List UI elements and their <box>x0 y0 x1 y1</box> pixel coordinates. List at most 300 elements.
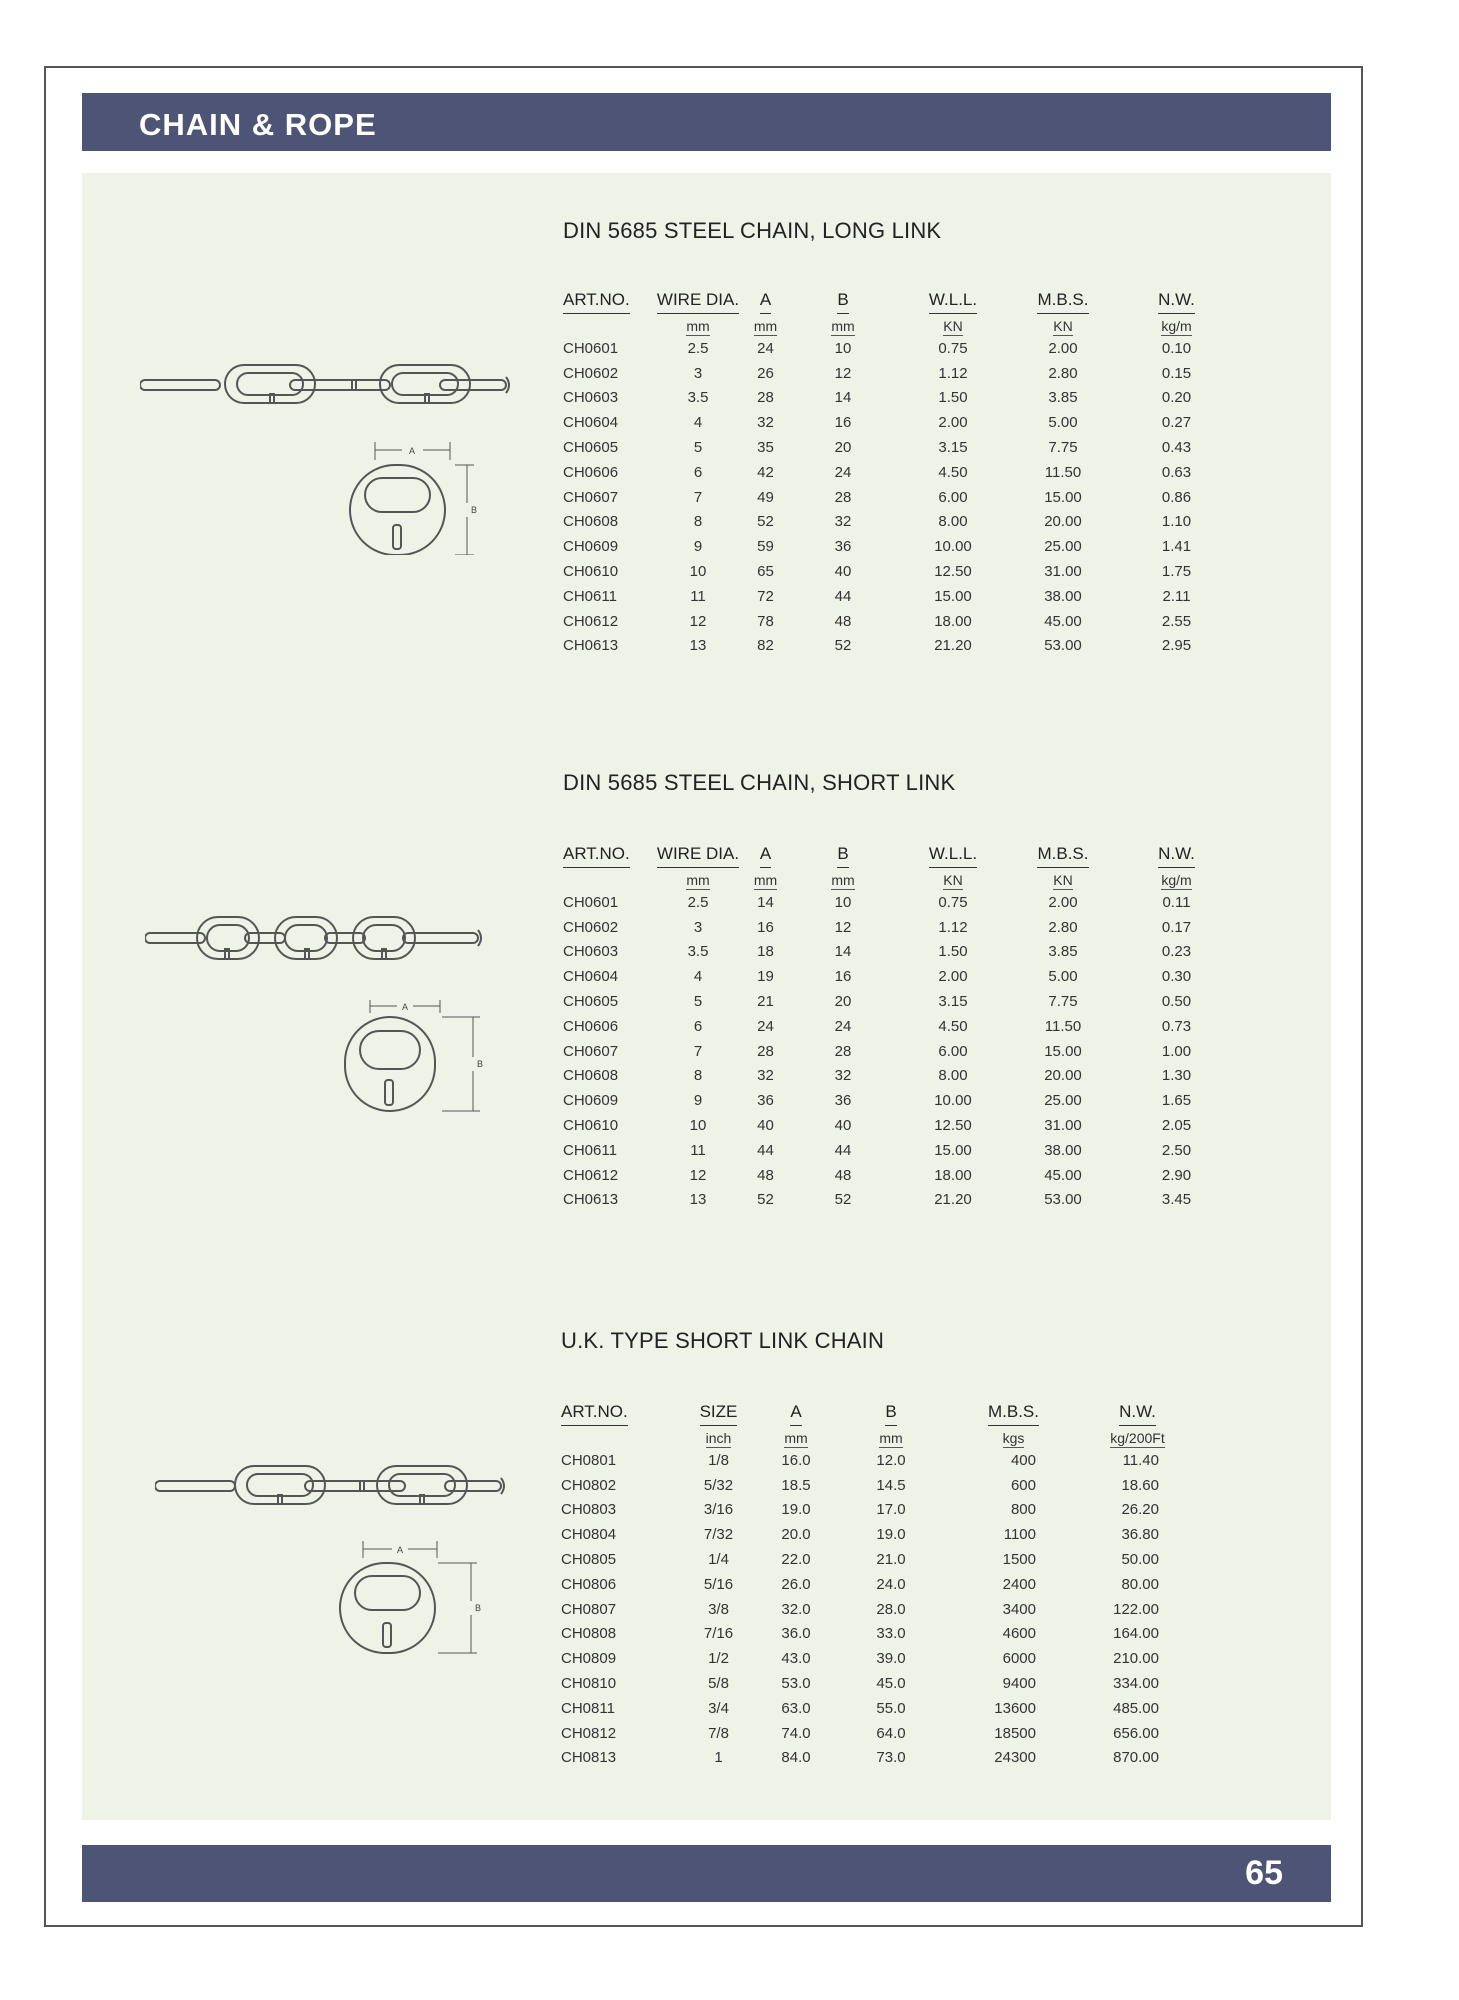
table-cell: 0.75 <box>938 339 968 357</box>
table-cell: 10.00 <box>934 538 972 556</box>
column-header: W.L.L. <box>929 844 977 868</box>
table-cell: 18.00 <box>934 1166 972 1184</box>
long-link-chain-drawing <box>140 355 520 555</box>
table-cell: CH0606 <box>563 1017 619 1035</box>
table-cell: CH0605 <box>563 439 619 457</box>
table-cell: 8 <box>693 513 703 531</box>
table-cell: 0.86 <box>1161 488 1192 506</box>
table-cell: 21.20 <box>934 1191 972 1209</box>
table-cell: 15.00 <box>1044 1042 1082 1060</box>
table-cell: 26.0 <box>781 1575 811 1593</box>
table-cell: 11.50 <box>1044 463 1082 481</box>
table-cell: 31.00 <box>1044 1117 1082 1135</box>
table-row <box>563 435 1235 460</box>
table-cell: 38.00 <box>1044 587 1082 605</box>
table-cell: 1.12 <box>938 364 968 382</box>
column-header: N.W. <box>1119 1402 1156 1426</box>
table-cell: 40 <box>834 1117 852 1135</box>
table-cell: 870.00 <box>1113 1749 1159 1767</box>
table-cell: 15.00 <box>934 587 972 605</box>
table-row <box>563 1138 1235 1163</box>
table-cell: 16.0 <box>781 1451 811 1469</box>
table-row <box>563 361 1235 386</box>
table-cell: 656.00 <box>1113 1724 1159 1742</box>
table-cell: 52 <box>834 637 852 655</box>
column-header: ART.NO. <box>561 1402 628 1426</box>
table-cell: 0.20 <box>1161 389 1192 407</box>
table-cell: 0.11 <box>1162 893 1191 911</box>
table-cell: 11 <box>690 587 706 605</box>
table-row <box>561 1597 1199 1622</box>
table-row <box>563 964 1235 989</box>
table-cell: 20 <box>834 993 852 1011</box>
table-row <box>563 890 1235 915</box>
table-row <box>561 1522 1199 1547</box>
table-cell: 0.30 <box>1161 968 1192 986</box>
table-row <box>563 510 1235 535</box>
table-cell: CH0613 <box>563 637 619 655</box>
table-cell: 26.20 <box>1121 1501 1159 1519</box>
table-cell: CH0613 <box>563 1191 619 1209</box>
column-header: B <box>837 844 848 868</box>
dimension-label-b: B <box>477 1059 484 1069</box>
column-header: N.W. <box>1158 844 1195 868</box>
table-row <box>563 1113 1235 1138</box>
table-cell: 14 <box>834 943 852 961</box>
unit-label: mm <box>686 318 710 334</box>
table-cell: CH0607 <box>563 488 619 506</box>
table-cell: 2.00 <box>1048 893 1078 911</box>
table-row <box>563 634 1235 659</box>
table-cell: 5.00 <box>1048 414 1078 432</box>
table-cell: 2.80 <box>1048 918 1078 936</box>
column-header: ART.NO. <box>563 844 630 868</box>
table-row <box>563 485 1235 510</box>
table-cell: 334.00 <box>1113 1675 1159 1693</box>
table-cell: 7 <box>693 1042 703 1060</box>
table-cell: 6000 <box>1002 1650 1036 1668</box>
table-cell: CH0609 <box>563 1092 619 1110</box>
table-cell: 1/8 <box>708 1451 729 1469</box>
table-cell: 14.5 <box>876 1476 906 1494</box>
table-cell: 18 <box>757 943 774 961</box>
unit-label: kgs <box>1002 1430 1025 1446</box>
table-cell: 3 <box>693 364 703 382</box>
table-row <box>563 336 1235 361</box>
table-cell: 20.00 <box>1044 513 1082 531</box>
table-cell: 15.00 <box>1044 488 1082 506</box>
unit-label: mm <box>784 1430 808 1446</box>
table-cell: 5/32 <box>703 1476 734 1494</box>
table-cell: 9400 <box>1002 1675 1036 1693</box>
column-header: WIRE DIA. <box>657 290 739 314</box>
table-cell: 6 <box>693 1017 703 1035</box>
table-cell: 485.00 <box>1113 1699 1159 1717</box>
table-cell: 2.05 <box>1161 1117 1192 1135</box>
table-cell: 4.50 <box>938 463 968 481</box>
dimension-label-a: A <box>408 446 416 456</box>
table-cell: 21 <box>757 993 774 1011</box>
table-cell: CH0611 <box>563 587 617 605</box>
spec-table <box>561 1396 1199 1770</box>
table-cell: CH0610 <box>563 1117 619 1135</box>
table-cell: 0.27 <box>1161 414 1192 432</box>
table-cell: 12 <box>689 612 707 630</box>
table-cell: 1.50 <box>938 389 968 407</box>
table-cell: 8.00 <box>938 513 968 531</box>
unit-label: mm <box>753 318 778 334</box>
spec-table <box>563 284 1235 658</box>
table-cell: 122.00 <box>1113 1600 1159 1618</box>
table-row <box>563 1014 1235 1039</box>
table-cell: 0.10 <box>1161 339 1192 357</box>
table-cell: 7 <box>693 488 703 506</box>
section-title: DIN 5685 STEEL CHAIN, SHORT LINK <box>563 770 956 795</box>
table-cell: CH0811 <box>561 1699 615 1717</box>
table-cell: 82 <box>757 637 774 655</box>
table-cell: CH0604 <box>563 414 619 432</box>
table-cell: 13600 <box>994 1699 1036 1717</box>
table-cell: 24.0 <box>876 1575 906 1593</box>
table-cell: 2400 <box>1002 1575 1036 1593</box>
table-cell: 2.55 <box>1161 612 1192 630</box>
table-cell: 0.23 <box>1161 943 1192 961</box>
table-cell: 12 <box>689 1166 707 1184</box>
section-title: DIN 5685 STEEL CHAIN, LONG LINK <box>563 218 942 243</box>
table-row <box>561 1572 1199 1597</box>
column-header: ART.NO. <box>563 290 630 314</box>
table-cell: 44 <box>757 1141 774 1159</box>
table-cell: CH0601 <box>563 339 619 357</box>
table-cell: 19.0 <box>876 1526 906 1544</box>
table-cell: CH0803 <box>561 1501 617 1519</box>
table-row <box>561 1696 1199 1721</box>
table-cell: 3.15 <box>938 439 968 457</box>
table-cell: 36.80 <box>1121 1526 1159 1544</box>
table-cell: 24 <box>834 463 852 481</box>
table-row <box>561 1721 1199 1746</box>
table-cell: 25.00 <box>1044 1092 1082 1110</box>
table-row <box>563 609 1235 634</box>
table-cell: 600 <box>1010 1476 1036 1494</box>
table-unit-row <box>561 1426 1199 1448</box>
table-cell: 1/4 <box>708 1551 729 1569</box>
table-cell: 164.00 <box>1113 1625 1159 1643</box>
table-cell: 18.60 <box>1121 1476 1159 1494</box>
table-cell: 3.5 <box>687 389 709 407</box>
table-cell: CH0813 <box>561 1749 617 1767</box>
table-cell: 19.0 <box>781 1501 811 1519</box>
table-cell: CH0603 <box>563 943 619 961</box>
table-cell: 16 <box>757 918 774 936</box>
table-cell: CH0810 <box>561 1675 617 1693</box>
table-cell: CH0608 <box>563 1067 619 1085</box>
uk-short-link-chain-drawing <box>155 1458 525 1658</box>
table-cell: 31.00 <box>1044 563 1082 581</box>
table-cell: 7/16 <box>703 1625 734 1643</box>
table-cell: 28 <box>757 389 774 407</box>
table-cell: 12.0 <box>876 1451 906 1469</box>
table-cell: 0.73 <box>1161 1017 1192 1035</box>
table-cell: 400 <box>1010 1451 1036 1469</box>
short-link-chain-drawing <box>145 905 525 1115</box>
table-cell: 5/16 <box>703 1575 734 1593</box>
table-cell: 38.00 <box>1044 1141 1082 1159</box>
table-cell: 5.00 <box>1048 968 1078 986</box>
table-cell: CH0607 <box>563 1042 619 1060</box>
table-cell: 1.65 <box>1161 1092 1192 1110</box>
table-cell: CH0602 <box>563 364 619 382</box>
unit-label: mm <box>753 872 778 888</box>
table-cell: 9 <box>693 1092 703 1110</box>
table-cell: 4 <box>693 968 703 986</box>
table-cell: 2.11 <box>1162 587 1191 605</box>
unit-label: mm <box>879 1430 903 1446</box>
table-cell: 53.00 <box>1044 1191 1082 1209</box>
table-cell: 18500 <box>994 1724 1036 1742</box>
table-cell: 73.0 <box>876 1749 906 1767</box>
table-cell: 16 <box>834 414 852 432</box>
table-cell: 1.50 <box>938 943 968 961</box>
table-cell: 1.10 <box>1161 513 1192 531</box>
table-cell: 11 <box>690 1141 706 1159</box>
table-cell: 36 <box>834 1092 852 1110</box>
table-cell: 12 <box>834 364 852 382</box>
table-row <box>563 386 1235 411</box>
table-cell: CH0809 <box>561 1650 617 1668</box>
dimension-label-a: A <box>396 1545 404 1555</box>
table-row <box>563 1188 1235 1213</box>
table-cell: 13 <box>689 1191 707 1209</box>
table-row <box>561 1473 1199 1498</box>
table-cell: 10.00 <box>934 1092 972 1110</box>
table-row <box>563 1088 1235 1113</box>
table-cell: 14 <box>757 893 774 911</box>
table-cell: CH0608 <box>563 513 619 531</box>
table-cell: CH0601 <box>563 893 619 911</box>
table-cell: 28 <box>834 1042 852 1060</box>
table-cell: 12.50 <box>934 1117 972 1135</box>
table-cell: CH0605 <box>563 993 619 1011</box>
table-cell: 7.75 <box>1048 439 1078 457</box>
table-cell: 32 <box>757 1067 774 1085</box>
table-cell: 1.41 <box>1161 538 1192 556</box>
table-cell: 40 <box>757 1117 774 1135</box>
table-cell: 3400 <box>1002 1600 1036 1618</box>
table-cell: 0.50 <box>1161 993 1192 1011</box>
table-row <box>563 1163 1235 1188</box>
section-title: U.K. TYPE SHORT LINK CHAIN <box>561 1328 885 1353</box>
table-cell: 48 <box>834 1166 852 1184</box>
table-cell: 5/8 <box>708 1675 729 1693</box>
unit-label: mm <box>831 318 855 334</box>
table-cell: 5 <box>693 439 703 457</box>
table-cell: 11.40 <box>1122 1451 1159 1469</box>
table-header-row <box>563 838 1235 868</box>
table-row <box>563 584 1235 609</box>
table-cell: 3/8 <box>708 1600 729 1618</box>
table-cell: 5 <box>693 993 703 1011</box>
page-title: CHAIN & ROPE <box>139 107 377 142</box>
table-cell: 4 <box>693 414 703 432</box>
table-cell: 80.00 <box>1121 1575 1159 1593</box>
table-cell: 2.90 <box>1161 1166 1192 1184</box>
table-cell: 52 <box>757 513 774 531</box>
table-cell: 65 <box>757 563 774 581</box>
table-cell: CH0612 <box>563 612 619 630</box>
table-cell: 18.00 <box>934 612 972 630</box>
table-cell: 13 <box>689 637 707 655</box>
dimension-label-b: B <box>471 505 478 515</box>
table-cell: 36 <box>834 538 852 556</box>
table-cell: CH0603 <box>563 389 619 407</box>
table-cell: 2.5 <box>687 339 709 357</box>
table-cell: 10 <box>834 339 852 357</box>
table-cell: 1 <box>714 1749 723 1767</box>
table-cell: CH0806 <box>561 1575 617 1593</box>
table-cell: 74.0 <box>781 1724 811 1742</box>
table-cell: 1.30 <box>1161 1067 1192 1085</box>
table-cell: 17.0 <box>876 1501 906 1519</box>
table-row <box>563 1064 1235 1089</box>
table-cell: 20 <box>834 439 852 457</box>
table-cell: 0.75 <box>938 893 968 911</box>
table-cell: 45.00 <box>1044 612 1082 630</box>
unit-label: KN <box>1053 872 1073 888</box>
table-cell: 22.0 <box>781 1551 811 1569</box>
table-cell: CH0606 <box>563 463 619 481</box>
table-cell: 59 <box>757 538 774 556</box>
table-cell: 0.17 <box>1161 918 1192 936</box>
table-row <box>563 460 1235 485</box>
table-cell: 11.50 <box>1044 1017 1082 1035</box>
unit-label: kg/200Ft <box>1110 1430 1165 1446</box>
column-header: A <box>760 844 771 868</box>
table-row <box>561 1547 1199 1572</box>
dimension-label-b: B <box>475 1603 482 1613</box>
table-cell: 28.0 <box>876 1600 906 1618</box>
column-header: WIRE DIA. <box>657 844 739 868</box>
table-cell: CH0610 <box>563 563 619 581</box>
table-cell: 1.75 <box>1161 563 1192 581</box>
table-cell: 53.00 <box>1044 637 1082 655</box>
table-cell: 45.00 <box>1044 1166 1082 1184</box>
table-cell: 20.0 <box>781 1526 811 1544</box>
table-cell: 36.0 <box>781 1625 811 1643</box>
table-cell: 63.0 <box>781 1699 811 1717</box>
table-cell: 3.15 <box>938 993 968 1011</box>
table-cell: CH0812 <box>561 1724 617 1742</box>
table-cell: 0.43 <box>1161 439 1192 457</box>
table-cell: 14 <box>834 389 852 407</box>
table-cell: CH0808 <box>561 1625 617 1643</box>
table-cell: 4600 <box>1002 1625 1036 1643</box>
unit-label: KN <box>943 318 963 334</box>
table-cell: 55.0 <box>876 1699 906 1717</box>
table-cell: 3.85 <box>1048 389 1078 407</box>
unit-label: mm <box>686 872 710 888</box>
table-row <box>563 1039 1235 1064</box>
table-cell: 44 <box>834 1141 852 1159</box>
table-cell: CH0611 <box>563 1141 617 1159</box>
column-header: A <box>760 290 771 314</box>
table-cell: CH0805 <box>561 1551 617 1569</box>
table-cell: 28 <box>757 1042 774 1060</box>
table-cell: 2.95 <box>1161 637 1192 655</box>
table-cell: 3/4 <box>708 1699 729 1717</box>
table-cell: 3.45 <box>1161 1191 1192 1209</box>
table-row <box>561 1646 1199 1671</box>
unit-label: inch <box>705 1430 732 1446</box>
table-cell: 2.00 <box>938 414 968 432</box>
table-cell: 40 <box>834 563 852 581</box>
table-cell: 2.50 <box>1161 1141 1192 1159</box>
table-cell: 2.00 <box>1048 339 1078 357</box>
table-header-row <box>563 284 1235 314</box>
table-cell: 3.5 <box>687 943 709 961</box>
column-header: B <box>885 1402 896 1426</box>
table-cell: 6.00 <box>938 1042 968 1060</box>
table-row <box>563 915 1235 940</box>
table-cell: CH0612 <box>563 1166 619 1184</box>
table-cell: 45.0 <box>876 1675 906 1693</box>
table-cell: 78 <box>757 612 774 630</box>
table-cell: 210.00 <box>1113 1650 1159 1668</box>
table-cell: 26 <box>757 364 774 382</box>
table-cell: 52 <box>834 1191 852 1209</box>
table-cell: 15.00 <box>934 1141 972 1159</box>
unit-label: mm <box>831 872 855 888</box>
column-header: M.B.S. <box>1037 844 1088 868</box>
table-cell: 1.00 <box>1161 1042 1192 1060</box>
footer-bar <box>82 1845 1331 1902</box>
table-cell: 48 <box>834 612 852 630</box>
table-cell: 20.00 <box>1044 1067 1082 1085</box>
table-cell: 7/32 <box>703 1526 734 1544</box>
table-cell: 24 <box>757 339 774 357</box>
table-header-row <box>561 1396 1199 1426</box>
column-header: B <box>837 290 848 314</box>
table-cell: 32 <box>834 1067 852 1085</box>
table-cell: 24300 <box>994 1749 1036 1767</box>
column-header: N.W. <box>1158 290 1195 314</box>
table-cell: 53.0 <box>781 1675 811 1693</box>
table-cell: 12.50 <box>934 563 972 581</box>
table-cell: 10 <box>689 563 707 581</box>
column-header: W.L.L. <box>929 290 977 314</box>
table-row <box>561 1448 1199 1473</box>
table-cell: 8.00 <box>938 1067 968 1085</box>
table-cell: 24 <box>757 1017 774 1035</box>
table-cell: 44 <box>834 587 852 605</box>
table-cell: 6.00 <box>938 488 968 506</box>
table-cell: 50.00 <box>1121 1551 1159 1569</box>
table-cell: 12 <box>834 918 852 936</box>
table-cell: 21.20 <box>934 637 972 655</box>
column-header: SIZE <box>700 1402 738 1426</box>
table-cell: 19 <box>757 968 774 986</box>
table-cell: 0.63 <box>1161 463 1192 481</box>
table-cell: 1100 <box>1003 1526 1036 1544</box>
unit-label: kg/m <box>1161 318 1192 334</box>
table-cell: 16 <box>834 968 852 986</box>
table-cell: 39.0 <box>876 1650 906 1668</box>
table-unit-row <box>563 314 1235 336</box>
table-cell: 32.0 <box>781 1600 811 1618</box>
table-cell: 800 <box>1010 1501 1036 1519</box>
table-cell: 1500 <box>1002 1551 1036 1569</box>
table-cell: 0.15 <box>1161 364 1192 382</box>
